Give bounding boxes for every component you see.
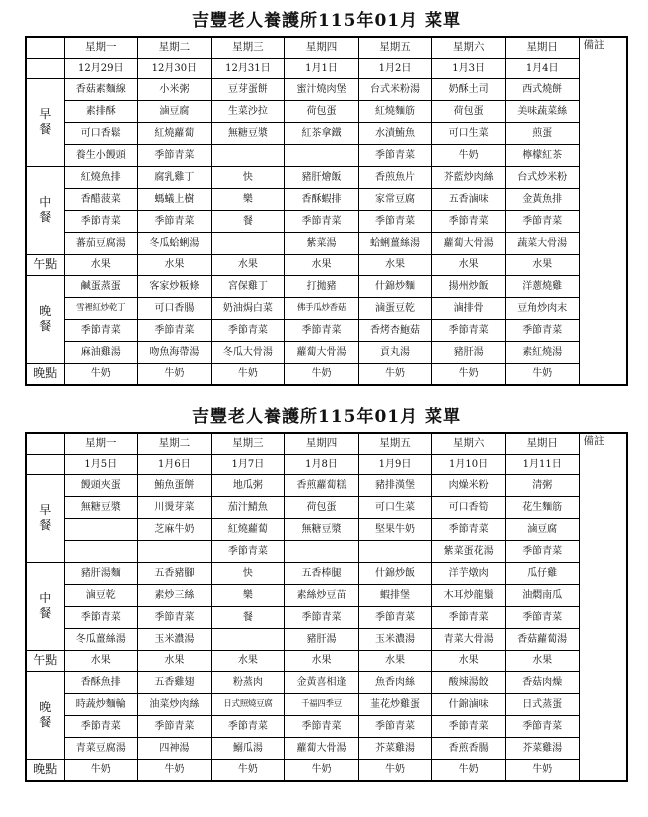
- dish-cell: 牛奶: [432, 759, 506, 781]
- dish-cell: 季節青菜: [505, 606, 579, 628]
- dish-cell: 牛奶: [358, 759, 432, 781]
- dish-cell: 奶油焗白菜: [211, 297, 285, 319]
- date-header: 1月4日: [505, 58, 579, 78]
- weekday-header: 星期四: [285, 37, 359, 58]
- dish-cell: 水果: [505, 254, 579, 275]
- dish-cell: 可口生菜: [432, 122, 506, 144]
- dish-cell: 豬肝燴飯: [285, 166, 359, 188]
- dish-cell: 紅燒麵筋: [358, 100, 432, 122]
- dish-cell: 青菜大骨湯: [432, 628, 506, 650]
- dish-cell: 香煎蘿蔔糕: [285, 474, 359, 496]
- date-header: 1月5日: [64, 454, 138, 474]
- dish-cell: 可口香筍: [432, 496, 506, 518]
- dish-cell: 牛奶: [64, 363, 138, 385]
- dish-cell: 水果: [211, 650, 285, 671]
- dish-cell: 玉米濃湯: [358, 628, 432, 650]
- date-header: 1月11日: [505, 454, 579, 474]
- dish-cell: 季節青菜: [285, 319, 359, 341]
- weekday-header: 星期二: [138, 433, 212, 454]
- dish-cell: 香酥魚排: [64, 671, 138, 693]
- dish-cell: 香煎魚片: [358, 166, 432, 188]
- dish-cell: 蜜汁燒肉堡: [285, 78, 359, 100]
- dish-cell: 素排酥: [64, 100, 138, 122]
- dish-cell: 素紅燒湯: [505, 341, 579, 363]
- date-corner: [26, 454, 64, 474]
- dish-cell: 肉燥米粉: [432, 474, 506, 496]
- dish-cell: 金黃喜相逢: [285, 671, 359, 693]
- dish-cell: 台式米粉湯: [358, 78, 432, 100]
- dish-cell: 川燙芽菜: [138, 496, 212, 518]
- menu-title: 吉豐老人養護所115年01月 菜單: [191, 407, 462, 427]
- dish-cell: 水果: [358, 650, 432, 671]
- dish-cell: 季節青菜: [211, 540, 285, 562]
- meal-label-snack: 午點: [26, 254, 64, 275]
- dish-cell: 滷排骨: [432, 297, 506, 319]
- dish-cell: 蘿蔔大骨湯: [432, 232, 506, 254]
- weekday-header: 星期六: [432, 433, 506, 454]
- weekday-header: 星期二: [138, 37, 212, 58]
- weekday-header: 星期一: [64, 433, 138, 454]
- dish-cell: 時蔬炒麵輪: [64, 693, 138, 715]
- dish-cell: 快: [211, 166, 285, 188]
- dish-cell: 生菜沙拉: [211, 100, 285, 122]
- dish-cell: 貢丸湯: [358, 341, 432, 363]
- weekday-header: 星期五: [358, 433, 432, 454]
- dish-cell: 芥菜雞湯: [505, 737, 579, 759]
- dish-cell: 季節青菜: [432, 715, 506, 737]
- dish-cell: 紅燒蘿蔔: [211, 518, 285, 540]
- dish-cell: 可口香鬆: [64, 122, 138, 144]
- dish-cell: 佛手瓜炒香菇: [285, 297, 359, 319]
- dish-cell: 吻魚海帶湯: [138, 341, 212, 363]
- dish-cell: 荷包蛋: [285, 100, 359, 122]
- dish-cell: 鮪魚蛋餅: [138, 474, 212, 496]
- dish-cell: 油燜南瓜: [505, 584, 579, 606]
- dish-cell: 季節青菜: [505, 715, 579, 737]
- meal-label-night: 晚點: [26, 363, 64, 385]
- dish-cell: 香菇素麵線: [64, 78, 138, 100]
- dish-cell: 季節青菜: [285, 715, 359, 737]
- date-header: 1月6日: [138, 454, 212, 474]
- dish-cell: 饅頭夾蛋: [64, 474, 138, 496]
- weekday-header: 星期日: [505, 433, 579, 454]
- dish-cell: 四神湯: [138, 737, 212, 759]
- dish-cell: 紅茶拿鐵: [285, 122, 359, 144]
- date-header: 1月3日: [432, 58, 506, 78]
- dish-cell: [211, 232, 285, 254]
- dish-cell: 季節青菜: [138, 715, 212, 737]
- dish-cell: 牛奶: [285, 759, 359, 781]
- dish-cell: 五香雞翅: [138, 671, 212, 693]
- dish-cell: 美味蔬菜絲: [505, 100, 579, 122]
- dish-cell: 五香滷味: [432, 188, 506, 210]
- dish-cell: 什錦炒麵: [358, 275, 432, 297]
- weekday-header: 星期五: [358, 37, 432, 58]
- dish-cell: 蝦排堡: [358, 584, 432, 606]
- dish-cell: 蔬菜大骨湯: [505, 232, 579, 254]
- dish-cell: 螞蟻上樹: [138, 188, 212, 210]
- dish-cell: 牛奶: [358, 363, 432, 385]
- dish-cell: 無糖豆漿: [285, 518, 359, 540]
- dish-cell: 千福四季豆: [285, 693, 359, 715]
- dish-cell: 牛奶: [138, 759, 212, 781]
- dish-cell: 牛奶: [505, 759, 579, 781]
- dish-cell: 麻油雞湯: [64, 341, 138, 363]
- meal-label-breakfast: 早 餐: [26, 78, 64, 166]
- dish-cell: 牛奶: [211, 759, 285, 781]
- meal-label-snack: 午點: [26, 650, 64, 671]
- dish-cell: 季節青菜: [505, 319, 579, 341]
- meal-label-lunch: 中 餐: [26, 166, 64, 254]
- dish-cell: 蕃茄豆腐湯: [64, 232, 138, 254]
- dish-cell: 水果: [138, 650, 212, 671]
- weekday-header: 星期日: [505, 37, 579, 58]
- dish-cell: 季節青菜: [138, 210, 212, 232]
- dish-cell: 可口香腸: [138, 297, 212, 319]
- dish-cell: 香酥蝦排: [285, 188, 359, 210]
- dish-cell: 季節青菜: [64, 210, 138, 232]
- dish-cell: 芝麻牛奶: [138, 518, 212, 540]
- dish-cell: 檸檬紅茶: [505, 144, 579, 166]
- meal-label-lunch: 中 餐: [26, 562, 64, 650]
- dish-cell: 季節青菜: [64, 606, 138, 628]
- dish-cell: 水漬鮪魚: [358, 122, 432, 144]
- dish-cell: 蘿蔔大骨湯: [285, 737, 359, 759]
- dish-cell: 水果: [211, 254, 285, 275]
- dish-cell: 牛奶: [432, 144, 506, 166]
- dish-cell: 五香棒腿: [285, 562, 359, 584]
- dish-cell: [285, 540, 359, 562]
- corner-cell: [26, 433, 64, 454]
- dish-cell: 牛奶: [505, 363, 579, 385]
- dish-cell: [358, 540, 432, 562]
- dish-cell: 洋蔥燒雞: [505, 275, 579, 297]
- dish-cell: 滷蛋豆乾: [358, 297, 432, 319]
- dish-cell: 香菇蘿蔔湯: [505, 628, 579, 650]
- dish-cell: 芥菜雞湯: [358, 737, 432, 759]
- dish-cell: 季節青菜: [358, 606, 432, 628]
- meal-label-night: 晚點: [26, 759, 64, 781]
- dish-cell: 滷豆腐: [505, 518, 579, 540]
- dish-cell: 牛奶: [64, 759, 138, 781]
- dish-cell: 紅燒魚排: [64, 166, 138, 188]
- dish-cell: 豬肝湯: [285, 628, 359, 650]
- dish-cell: 打拋豬: [285, 275, 359, 297]
- dish-cell: 紅燒蘿蔔: [138, 122, 212, 144]
- dish-cell: 日式蒸蛋: [505, 693, 579, 715]
- dish-cell: 荷包蛋: [285, 496, 359, 518]
- dish-cell: 冬瓜薑絲湯: [64, 628, 138, 650]
- dish-cell: 花生麵筋: [505, 496, 579, 518]
- dish-cell: 季節青菜: [64, 715, 138, 737]
- meal-label-dinner: 晚 餐: [26, 671, 64, 759]
- dish-cell: 什錦炒飯: [358, 562, 432, 584]
- dish-cell: 西式燒餅: [505, 78, 579, 100]
- weekday-header: 星期四: [285, 433, 359, 454]
- dish-cell: 豬肝湯: [432, 341, 506, 363]
- dish-cell: 青菜豆腐湯: [64, 737, 138, 759]
- dish-cell: 無糖豆漿: [211, 122, 285, 144]
- notes-column: 備註: [579, 37, 627, 385]
- dish-cell: 滷豆腐: [138, 100, 212, 122]
- dish-cell: 煎蛋: [505, 122, 579, 144]
- dish-cell: 蘿蔔大骨湯: [285, 341, 359, 363]
- dish-cell: 牛奶: [211, 363, 285, 385]
- dish-cell: 季節青菜: [358, 210, 432, 232]
- dish-cell: 水果: [358, 254, 432, 275]
- dish-cell: 牛奶: [285, 363, 359, 385]
- date-header: 12月29日: [64, 58, 138, 78]
- dish-cell: 樂: [211, 584, 285, 606]
- meal-label-breakfast: 早 餐: [26, 474, 64, 562]
- dish-cell: 豆芽蛋餅: [211, 78, 285, 100]
- dish-cell: 水果: [64, 650, 138, 671]
- dish-cell: 季節青菜: [358, 144, 432, 166]
- dish-cell: 魚香肉絲: [358, 671, 432, 693]
- dish-cell: 季節青菜: [138, 144, 212, 166]
- date-header: 1月2日: [358, 58, 432, 78]
- dish-cell: 水果: [64, 254, 138, 275]
- dish-cell: 餐: [211, 606, 285, 628]
- dish-cell: 季節青菜: [432, 319, 506, 341]
- dish-cell: 客家炒粄條: [138, 275, 212, 297]
- dish-cell: 瓜仔雞: [505, 562, 579, 584]
- dish-cell: 腐乳雞丁: [138, 166, 212, 188]
- dish-cell: 紫菜湯: [285, 232, 359, 254]
- dish-cell: 玉米濃湯: [138, 628, 212, 650]
- dish-cell: 揚州炒飯: [432, 275, 506, 297]
- dish-cell: 季節青菜: [138, 319, 212, 341]
- meal-label-dinner: 晚 餐: [26, 275, 64, 363]
- dish-cell: [64, 518, 138, 540]
- dish-cell: 季節青菜: [285, 606, 359, 628]
- menu-title: 吉豐老人養護所115年01月 菜單: [191, 11, 462, 31]
- weekday-header: 星期三: [211, 37, 285, 58]
- dish-cell: 牛奶: [138, 363, 212, 385]
- dish-cell: 粉蒸肉: [211, 671, 285, 693]
- dish-cell: 香煎香腸: [432, 737, 506, 759]
- dish-cell: 木耳炒龍鬚: [432, 584, 506, 606]
- dish-cell: 季節青菜: [432, 606, 506, 628]
- dish-cell: 五香豬腳: [138, 562, 212, 584]
- date-corner: [26, 58, 64, 78]
- dish-cell: 小米粥: [138, 78, 212, 100]
- dish-cell: 季節青菜: [211, 715, 285, 737]
- dish-cell: 豬肝湯麵: [64, 562, 138, 584]
- dish-cell: 日式照燒豆腐: [211, 693, 285, 715]
- dish-cell: [285, 144, 359, 166]
- dish-cell: 蛤蜊薑絲湯: [358, 232, 432, 254]
- dish-cell: 荷包蛋: [432, 100, 506, 122]
- dish-cell: 鰯瓜湯: [211, 737, 285, 759]
- dish-cell: 地瓜粥: [211, 474, 285, 496]
- dish-cell: 季節青菜: [211, 319, 285, 341]
- dish-cell: 香烤杏鮑菇: [358, 319, 432, 341]
- dish-cell: 金黃魚排: [505, 188, 579, 210]
- dish-cell: 鹹蛋蒸蛋: [64, 275, 138, 297]
- dish-cell: 水果: [138, 254, 212, 275]
- weekday-header: 星期三: [211, 433, 285, 454]
- dish-cell: 季節青菜: [432, 518, 506, 540]
- dish-cell: 豆角炒肉末: [505, 297, 579, 319]
- dish-cell: 水果: [285, 650, 359, 671]
- dish-cell: 茄汁鯖魚: [211, 496, 285, 518]
- dish-cell: 可口生菜: [358, 496, 432, 518]
- dish-cell: 堅果牛奶: [358, 518, 432, 540]
- dish-cell: 水果: [285, 254, 359, 275]
- dish-cell: 香醋菠菜: [64, 188, 138, 210]
- date-header: 1月1日: [285, 58, 359, 78]
- dish-cell: 水果: [505, 650, 579, 671]
- dish-cell: 洋芋燉肉: [432, 562, 506, 584]
- dish-cell: 酸辣湯餃: [432, 671, 506, 693]
- dish-cell: 雪裡紅炒乾丁: [64, 297, 138, 319]
- dish-cell: 季節青菜: [64, 319, 138, 341]
- dish-cell: [211, 144, 285, 166]
- dish-cell: 芥藍炒肉絲: [432, 166, 506, 188]
- dish-cell: 季節青菜: [358, 715, 432, 737]
- dish-cell: 奶酥土司: [432, 78, 506, 100]
- dish-cell: 養生小饅頭: [64, 144, 138, 166]
- date-header: 1月9日: [358, 454, 432, 474]
- dish-cell: 季節青菜: [505, 210, 579, 232]
- dish-cell: 油菜炒肉絲: [138, 693, 212, 715]
- dish-cell: 清粥: [505, 474, 579, 496]
- dish-cell: 季節青菜: [505, 540, 579, 562]
- dish-cell: 滷豆乾: [64, 584, 138, 606]
- dish-cell: [64, 540, 138, 562]
- date-header: 12月30日: [138, 58, 212, 78]
- menu-table: [25, 432, 628, 782]
- dish-cell: [138, 540, 212, 562]
- dish-cell: 宮保雞丁: [211, 275, 285, 297]
- dish-cell: 素炒三絲: [138, 584, 212, 606]
- dish-cell: [211, 628, 285, 650]
- dish-cell: 樂: [211, 188, 285, 210]
- dish-cell: 台式炒米粉: [505, 166, 579, 188]
- dish-cell: 什錦滷味: [432, 693, 506, 715]
- dish-cell: 豬排漢堡: [358, 474, 432, 496]
- menu-table: [25, 36, 628, 386]
- dish-cell: 家常豆腐: [358, 188, 432, 210]
- dish-cell: 素絲炒豆苗: [285, 584, 359, 606]
- dish-cell: 餐: [211, 210, 285, 232]
- weekday-header: 星期一: [64, 37, 138, 58]
- date-header: 12月31日: [211, 58, 285, 78]
- notes-column: 備註: [579, 433, 627, 781]
- weekday-header: 星期六: [432, 37, 506, 58]
- date-header: 1月8日: [285, 454, 359, 474]
- dish-cell: 水果: [432, 254, 506, 275]
- dish-cell: 快: [211, 562, 285, 584]
- date-header: 1月10日: [432, 454, 506, 474]
- date-header: 1月7日: [211, 454, 285, 474]
- dish-cell: 季節青菜: [138, 606, 212, 628]
- corner-cell: [26, 37, 64, 58]
- dish-cell: 冬瓜大骨湯: [211, 341, 285, 363]
- dish-cell: 無糖豆漿: [64, 496, 138, 518]
- dish-cell: 季節青菜: [285, 210, 359, 232]
- dish-cell: 水果: [432, 650, 506, 671]
- dish-cell: 牛奶: [432, 363, 506, 385]
- dish-cell: 冬瓜蛤蜊湯: [138, 232, 212, 254]
- dish-cell: 韮花炒雞蛋: [358, 693, 432, 715]
- dish-cell: 季節青菜: [432, 210, 506, 232]
- dish-cell: 香菇肉燥: [505, 671, 579, 693]
- dish-cell: 紫菜蛋花湯: [432, 540, 506, 562]
